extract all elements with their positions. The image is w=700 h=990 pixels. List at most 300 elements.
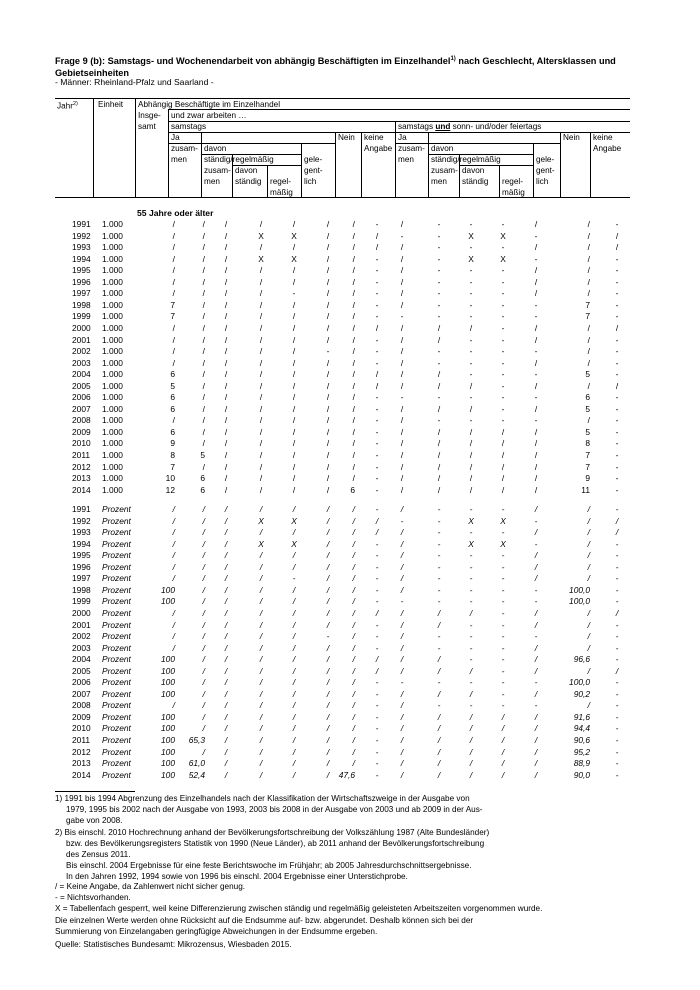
- value-cell: -: [400, 392, 404, 403]
- value-cell: -: [400, 677, 404, 688]
- value-cell: /: [587, 550, 590, 561]
- unit-cell: Prozent: [102, 596, 131, 607]
- value-cell: /: [259, 288, 263, 299]
- header-jahr: Jahr$^{2)}$: [57, 101, 78, 111]
- value-cell: /: [437, 769, 441, 780]
- value-cell: -: [375, 723, 379, 734]
- value-cell: 88,9: [573, 758, 590, 769]
- value-cell: -: [375, 538, 379, 549]
- unit-cell: 1.000: [102, 392, 123, 403]
- value-cell: /: [259, 504, 263, 514]
- value-cell: /: [202, 415, 205, 426]
- value-cell: -: [375, 619, 379, 630]
- value-cell: -: [615, 642, 619, 653]
- value-cell: /: [259, 746, 263, 757]
- value-cell: /: [352, 607, 355, 618]
- value-cell: /: [352, 473, 355, 484]
- value-cell: /: [202, 561, 205, 572]
- value-cell: /: [326, 403, 330, 414]
- value-cell: /: [587, 357, 590, 368]
- value-cell: /: [224, 665, 228, 676]
- year-cell: 2012: [72, 746, 91, 757]
- value-cell: /: [172, 538, 175, 549]
- value-cell: -: [615, 746, 619, 757]
- unit-cell: 1.000: [102, 219, 123, 229]
- value-cell: X: [468, 253, 474, 264]
- year-cell: 2009: [72, 711, 91, 722]
- value-cell: 100: [161, 746, 175, 757]
- value-cell: /: [400, 538, 404, 549]
- value-cell: -: [437, 700, 441, 711]
- header-staendig-2: ständig: [462, 177, 489, 186]
- value-cell: /: [352, 550, 355, 561]
- value-cell: -: [615, 550, 619, 561]
- value-cell: /: [292, 369, 296, 380]
- value-cell: -: [375, 438, 379, 449]
- value-cell: /: [202, 642, 205, 653]
- unit-cell: 1.000: [102, 265, 123, 276]
- year-cell: 2010: [72, 723, 91, 734]
- value-cell: 7: [170, 461, 175, 472]
- value-cell: -: [437, 561, 441, 572]
- value-cell: /: [224, 403, 228, 414]
- value-cell: -: [375, 461, 379, 472]
- value-cell: /: [326, 473, 330, 484]
- value-cell: /: [224, 415, 228, 426]
- table-row: [55, 585, 630, 597]
- unit-cell: Prozent: [102, 758, 131, 769]
- value-cell: /: [292, 677, 296, 688]
- value-cell: /: [326, 392, 330, 403]
- value-cell: /: [352, 515, 355, 526]
- table-row: [55, 527, 630, 539]
- value-cell: -: [501, 596, 505, 607]
- value-cell: /: [224, 357, 228, 368]
- value-cell: 9: [170, 438, 175, 449]
- value-cell: /: [172, 607, 175, 618]
- header-einheit: Einheit: [98, 100, 124, 109]
- value-cell: /: [224, 450, 228, 460]
- year-cell: 2012: [72, 461, 91, 472]
- header-regelmaessig-2: regel- mäßig: [502, 177, 525, 197]
- table-row: [55, 608, 630, 620]
- value-cell: /: [202, 654, 205, 665]
- value-cell: /: [202, 253, 205, 264]
- value-cell: -: [501, 219, 505, 229]
- unit-cell: 1.000: [102, 242, 123, 253]
- value-cell: 95,2: [573, 746, 590, 757]
- value-cell: -: [615, 403, 619, 414]
- value-cell: -: [534, 596, 538, 607]
- value-cell: -: [615, 688, 619, 699]
- value-cell: /: [469, 484, 473, 495]
- value-cell: /: [534, 550, 538, 561]
- table-row: [55, 573, 630, 585]
- value-cell: /: [400, 346, 404, 357]
- value-cell: /: [352, 723, 355, 734]
- value-cell: -: [375, 288, 379, 299]
- value-cell: -: [469, 504, 473, 514]
- unit-cell: Prozent: [102, 515, 131, 526]
- value-cell: /: [587, 230, 590, 241]
- value-cell: /: [202, 438, 205, 449]
- value-cell: 100: [161, 654, 175, 665]
- year-cell: 2013: [72, 473, 91, 484]
- value-cell: /: [352, 561, 355, 572]
- value-cell: /: [534, 357, 538, 368]
- value-cell: -: [501, 677, 505, 688]
- unit-cell: 1.000: [102, 346, 123, 357]
- value-cell: /: [224, 515, 228, 526]
- year-cell: 2002: [72, 346, 91, 357]
- value-cell: /: [224, 573, 228, 584]
- table-row: [55, 300, 630, 312]
- value-cell: /: [352, 619, 355, 630]
- header-zusammen: zusam- men: [171, 144, 198, 164]
- value-cell: 65,3: [188, 735, 205, 745]
- value-cell: /: [534, 561, 538, 572]
- table-row: [55, 346, 630, 358]
- value-cell: /: [615, 527, 619, 538]
- unit-cell: 1.000: [102, 484, 123, 495]
- value-cell: /: [172, 346, 175, 357]
- value-cell: /: [352, 438, 355, 449]
- value-cell: /: [259, 723, 263, 734]
- value-cell: -: [501, 346, 505, 357]
- value-cell: -: [501, 573, 505, 584]
- value-cell: /: [224, 735, 228, 745]
- value-cell: -: [469, 596, 473, 607]
- value-cell: -: [501, 527, 505, 538]
- value-cell: 6: [170, 392, 175, 403]
- value-cell: 52,4: [188, 769, 205, 780]
- value-cell: /: [352, 573, 355, 584]
- value-cell: 5: [200, 450, 205, 460]
- value-cell: /: [224, 438, 228, 449]
- unit-cell: 1.000: [102, 299, 123, 310]
- value-cell: /: [259, 438, 263, 449]
- value-cell: -: [501, 642, 505, 653]
- value-cell: /: [172, 515, 175, 526]
- unit-cell: Prozent: [102, 573, 131, 584]
- value-cell: -: [469, 561, 473, 572]
- value-cell: /: [469, 438, 473, 449]
- value-cell: -: [469, 276, 473, 287]
- value-cell: -: [501, 265, 505, 276]
- value-cell: -: [437, 677, 441, 688]
- value-cell: 100,0: [569, 584, 590, 595]
- value-cell: /: [202, 288, 205, 299]
- value-cell: /: [224, 688, 228, 699]
- year-cell: 2004: [72, 369, 91, 380]
- year-cell: 2002: [72, 631, 91, 642]
- value-cell: -: [469, 677, 473, 688]
- value-cell: X: [258, 253, 264, 264]
- value-cell: /: [501, 450, 505, 460]
- year-cell: 1997: [72, 288, 91, 299]
- value-cell: /: [400, 403, 404, 414]
- value-cell: /: [259, 758, 263, 769]
- year-cell: 2001: [72, 619, 91, 630]
- unit-cell: Prozent: [102, 550, 131, 561]
- value-cell: /: [292, 619, 296, 630]
- year-cell: 1993: [72, 242, 91, 253]
- value-cell: -: [375, 450, 379, 460]
- value-cell: /: [202, 607, 205, 618]
- value-cell: /: [326, 584, 330, 595]
- value-cell: /: [400, 369, 404, 380]
- value-cell: X: [468, 230, 474, 241]
- value-cell: /: [326, 322, 330, 333]
- value-cell: /: [224, 596, 228, 607]
- value-cell: -: [534, 299, 538, 310]
- value-cell: /: [292, 596, 296, 607]
- year-cell: 1991: [72, 504, 91, 514]
- value-cell: /: [259, 219, 263, 229]
- value-cell: -: [469, 654, 473, 665]
- value-cell: /: [615, 242, 619, 253]
- value-cell: /: [326, 619, 330, 630]
- year-cell: 1999: [72, 311, 91, 322]
- value-cell: /: [326, 311, 330, 322]
- value-cell: /: [172, 322, 175, 333]
- value-cell: X: [500, 253, 506, 264]
- value-cell: -: [375, 415, 379, 426]
- value-cell: -: [375, 561, 379, 572]
- value-cell: -: [501, 584, 505, 595]
- value-cell: 100: [161, 688, 175, 699]
- value-cell: /: [202, 426, 205, 437]
- value-cell: /: [224, 288, 228, 299]
- value-cell: /: [587, 288, 590, 299]
- value-cell: /: [587, 242, 590, 253]
- value-cell: /: [352, 735, 355, 745]
- year-cell: 2005: [72, 380, 91, 391]
- value-cell: /: [437, 473, 441, 484]
- value-cell: /: [326, 769, 330, 780]
- value-cell: /: [292, 550, 296, 561]
- value-cell: /: [224, 392, 228, 403]
- value-cell: /: [326, 450, 330, 460]
- value-cell: /: [534, 735, 538, 745]
- value-cell: /: [326, 415, 330, 426]
- value-cell: /: [587, 561, 590, 572]
- value-cell: /: [326, 665, 330, 676]
- value-cell: -: [400, 515, 404, 526]
- value-cell: /: [534, 484, 538, 495]
- value-cell: /: [292, 642, 296, 653]
- value-cell: /: [437, 450, 441, 460]
- value-cell: 90,0: [573, 769, 590, 780]
- unit-cell: Prozent: [102, 665, 131, 676]
- value-cell: X: [468, 538, 474, 549]
- value-cell: 100: [161, 769, 175, 780]
- value-cell: /: [375, 607, 379, 618]
- value-cell: /: [352, 677, 355, 688]
- unit-cell: 1.000: [102, 461, 123, 472]
- table-row: [55, 620, 630, 632]
- value-cell: /: [292, 403, 296, 414]
- value-cell: /: [224, 711, 228, 722]
- value-cell: /: [469, 473, 473, 484]
- value-cell: -: [469, 299, 473, 310]
- value-cell: /: [259, 322, 263, 333]
- table-row: [55, 596, 630, 608]
- unit-cell: 1.000: [102, 276, 123, 287]
- value-cell: /: [292, 607, 296, 618]
- value-cell: /: [352, 288, 355, 299]
- value-cell: /: [400, 700, 404, 711]
- value-cell: /: [292, 311, 296, 322]
- value-cell: /: [501, 723, 505, 734]
- value-cell: /: [259, 654, 263, 665]
- header-zusammen-2: zusam- men: [398, 144, 425, 164]
- value-cell: /: [352, 642, 355, 653]
- value-cell: /: [534, 607, 538, 618]
- value-cell: /: [400, 253, 404, 264]
- header-staendig-regelmaessig-2: ständig/regelmäßig: [431, 155, 501, 164]
- value-cell: -: [615, 392, 619, 403]
- value-cell: /: [224, 276, 228, 287]
- value-cell: /: [259, 596, 263, 607]
- value-cell: -: [469, 288, 473, 299]
- value-cell: /: [352, 631, 355, 642]
- value-cell: -: [501, 311, 505, 322]
- table-row: [55, 311, 630, 323]
- value-cell: /: [534, 276, 538, 287]
- value-cell: -: [615, 504, 619, 514]
- value-cell: -: [469, 219, 473, 229]
- value-cell: /: [534, 450, 538, 460]
- value-cell: /: [400, 584, 404, 595]
- value-cell: /: [400, 735, 404, 745]
- value-cell: /: [259, 711, 263, 722]
- value-cell: /: [202, 265, 205, 276]
- year-cell: 2010: [72, 438, 91, 449]
- value-cell: -: [615, 288, 619, 299]
- value-cell: -: [615, 573, 619, 584]
- value-cell: /: [202, 403, 205, 414]
- value-cell: /: [437, 484, 441, 495]
- value-cell: /: [326, 538, 330, 549]
- value-cell: 100,0: [569, 596, 590, 607]
- year-cell: 2007: [72, 688, 91, 699]
- value-cell: /: [202, 334, 205, 345]
- value-cell: /: [224, 426, 228, 437]
- value-cell: /: [202, 584, 205, 595]
- value-cell: /: [259, 450, 263, 460]
- value-cell: /: [400, 484, 404, 495]
- value-cell: /: [224, 473, 228, 484]
- value-cell: X: [291, 515, 297, 526]
- value-cell: /: [326, 380, 330, 391]
- value-cell: /: [469, 769, 473, 780]
- value-cell: -: [437, 276, 441, 287]
- header-zusammen-3: zusam- men: [204, 166, 231, 186]
- value-cell: /: [469, 746, 473, 757]
- value-cell: /: [259, 461, 263, 472]
- value-cell: 8: [170, 450, 175, 460]
- value-cell: /: [202, 461, 205, 472]
- value-cell: /: [292, 758, 296, 769]
- value-cell: /: [202, 322, 205, 333]
- value-cell: -: [615, 561, 619, 572]
- value-cell: /: [375, 369, 379, 380]
- value-cell: /: [587, 665, 590, 676]
- value-cell: /: [259, 631, 263, 642]
- value-cell: /: [534, 573, 538, 584]
- value-cell: -: [375, 311, 379, 322]
- value-cell: /: [587, 619, 590, 630]
- value-cell: /: [172, 357, 175, 368]
- value-cell: -: [501, 607, 505, 618]
- footnote-line: 1979, 1995 bis 2002 nach der Ausgabe von 1993, 2003 bis 2008 in der Ausgabe von 2003 und ab 2009 in der Aus-: [66, 805, 483, 815]
- table-row: [55, 689, 630, 701]
- value-cell: /: [224, 504, 228, 514]
- unit-cell: 1.000: [102, 450, 123, 460]
- value-cell: -: [615, 299, 619, 310]
- value-cell: 7: [585, 450, 590, 460]
- value-cell: -: [615, 450, 619, 460]
- value-cell: /: [172, 561, 175, 572]
- value-cell: /: [224, 642, 228, 653]
- value-cell: -: [400, 596, 404, 607]
- unit-cell: Prozent: [102, 688, 131, 699]
- value-cell: /: [292, 219, 296, 229]
- value-cell: /: [224, 746, 228, 757]
- value-cell: -: [501, 369, 505, 380]
- value-cell: /: [534, 758, 538, 769]
- value-cell: /: [292, 631, 296, 642]
- value-cell: /: [172, 219, 175, 229]
- value-cell: /: [352, 334, 355, 345]
- value-cell: -: [615, 596, 619, 607]
- value-cell: /: [615, 665, 619, 676]
- value-cell: /: [501, 746, 505, 757]
- value-cell: -: [615, 631, 619, 642]
- value-cell: /: [587, 322, 590, 333]
- value-cell: /: [292, 357, 296, 368]
- value-cell: -: [375, 346, 379, 357]
- value-cell: /: [534, 746, 538, 757]
- header-staendig: ständig: [235, 177, 262, 186]
- value-cell: -: [501, 504, 505, 514]
- value-cell: /: [352, 265, 355, 276]
- value-cell: /: [326, 527, 330, 538]
- year-cell: 1993: [72, 527, 91, 538]
- value-cell: /: [172, 642, 175, 653]
- unit-cell: Prozent: [102, 584, 131, 595]
- value-cell: /: [202, 504, 205, 514]
- value-cell: X: [291, 538, 297, 549]
- value-cell: -: [615, 769, 619, 780]
- value-cell: /: [587, 642, 590, 653]
- table-row: [55, 219, 630, 231]
- value-cell: /: [224, 311, 228, 322]
- value-cell: /: [534, 403, 538, 414]
- value-cell: -: [501, 665, 505, 676]
- value-cell: /: [437, 723, 441, 734]
- value-cell: /: [534, 380, 538, 391]
- value-cell: /: [224, 654, 228, 665]
- value-cell: /: [534, 461, 538, 472]
- unit-cell: Prozent: [102, 723, 131, 734]
- value-cell: /: [259, 527, 263, 538]
- value-cell: /: [224, 334, 228, 345]
- year-cell: 1996: [72, 561, 91, 572]
- value-cell: -: [375, 473, 379, 484]
- unit-cell: Prozent: [102, 561, 131, 572]
